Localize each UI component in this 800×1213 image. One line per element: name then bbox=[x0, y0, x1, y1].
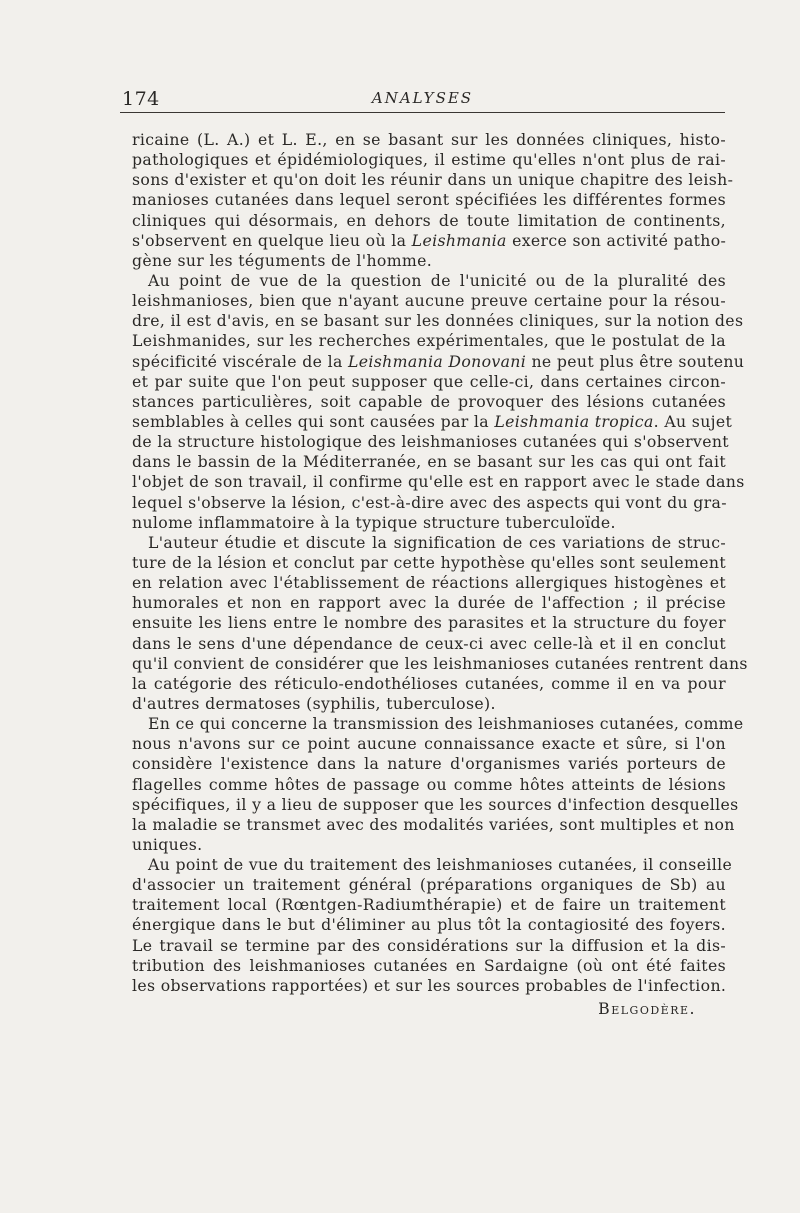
text-line: Au point de vue du traitement des leishmanioses cutanées, il conseille bbox=[148, 855, 733, 875]
text-line: la maladie se transmet avec des modalités variées, sont multiples et non bbox=[132, 814, 735, 834]
text-line: énergique dans le but d'éliminer au plus tôt la contagiosité des foyers. bbox=[132, 915, 726, 935]
text-line: d'autres dermatoses (syphilis, tuberculose). bbox=[132, 693, 496, 713]
text-line: s'observent en quelque lieu où la Leishmania exerce son activité patho- bbox=[132, 230, 727, 250]
text-line: traitement local (Rœntgen-Radiumthérapie) et de faire un traitement bbox=[132, 895, 726, 915]
text-line: L'auteur étudie et discute la signification de ces variations de struc- bbox=[148, 532, 726, 552]
text-line: spécifiques, il y a lieu de supposer que les sources d'infection desquelles bbox=[132, 794, 739, 814]
text-line: manioses cutanées dans lequel seront spécifiées les différentes formes bbox=[132, 190, 726, 210]
text-line: les observations rapportées) et sur les sources probables de l'infection. bbox=[132, 975, 727, 995]
article-body bbox=[132, 130, 748, 1019]
text-line: uniques. bbox=[132, 834, 203, 854]
text-line: ture de la lésion et conclut par cette hypothèse qu'elles sont seulement bbox=[132, 552, 726, 572]
text-line: en relation avec l'établissement de réactions allergiques histogènes et bbox=[132, 573, 726, 593]
text-line: et par suite que l'on peut supposer que celle-ci, dans certaines circon- bbox=[132, 371, 726, 391]
text-line: tribution des leishmanioses cutanées en Sardaigne (où ont été faites bbox=[132, 955, 726, 975]
text-line: sons d'exister et qu'on doit les réunir dans un unique chapitre des leish- bbox=[132, 170, 734, 190]
text-line: En ce qui concerne la transmission des leishmanioses cutanées, comme bbox=[148, 714, 744, 734]
text-line: cliniques qui désormais, en dehors de toute limitation de continents, bbox=[132, 210, 726, 230]
text-line: humorales et non en rapport avec la durée de l'affection ; il précise bbox=[132, 593, 726, 613]
page-number: 174 bbox=[122, 88, 160, 110]
text-line: leishmanioses, bien que n'ayant aucune preuve certaine pour la résou- bbox=[132, 291, 726, 311]
text-line: considère l'existence dans la nature d'organismes variés porteurs de bbox=[132, 754, 726, 774]
text-line: Le travail se termine par des considérations sur la diffusion et la dis- bbox=[132, 935, 726, 955]
text-line: pathologiques et épidémiologiques, il estime qu'elles n'ont plus de rai- bbox=[132, 150, 726, 170]
text-line: nulome inflammatoire à la typique structure tuberculoïde. bbox=[132, 512, 616, 532]
text-line: dans le sens d'une dépendance de ceux-ci avec celle-là et il en conclut bbox=[132, 633, 726, 653]
text-line: de la structure histologique des leishmanioses cutanées qui s'observent bbox=[132, 432, 729, 452]
text-line: Au point de vue de la question de l'unicité ou de la pluralité des bbox=[148, 270, 726, 290]
text-line: lequel s'observe la lésion, c'est-à-dire avec des aspects qui vont du gra- bbox=[132, 492, 727, 512]
text-line: ricaine (L. A.) et L. E., en se basant sur les données cliniques, histo- bbox=[132, 130, 726, 149]
text-line: stances particulières, soit capable de provoquer des lésions cutanées bbox=[132, 391, 726, 411]
text-line: nous n'avons sur ce point aucune connaissance exacte et sûre, si l'on bbox=[132, 734, 726, 754]
author-signature: Belgodère. bbox=[598, 999, 696, 1019]
text-line: spécificité viscérale de la Leishmania Donovani ne peut plus être soutenu bbox=[132, 351, 745, 371]
text-line: ensuite les liens entre le nombre des parasites et la structure du foyer bbox=[132, 613, 726, 633]
text-line: dans le bassin de la Méditerranée, en se basant sur les cas qui ont fait bbox=[132, 452, 726, 472]
text-line: gène sur les téguments de l'homme. bbox=[132, 250, 433, 270]
text-line: Leishmanides, sur les recherches expérimentales, que le postulat de la bbox=[132, 331, 726, 351]
text-line: d'associer un traitement général (préparations organiques de Sb) au bbox=[132, 875, 726, 895]
page-header bbox=[120, 86, 725, 113]
running-head: ANALYSES bbox=[371, 89, 474, 107]
text-line: la catégorie des réticulo-endothélioses cutanées, comme il en va pour bbox=[132, 673, 726, 693]
text-line: qu'il convient de considérer que les leishmanioses cutanées rentrent dans bbox=[132, 653, 748, 673]
text-line: l'objet de son travail, il confirme qu'elle est en rapport avec le stade dans bbox=[132, 472, 745, 492]
text-line: flagelles comme hôtes de passage ou comme hôtes atteints de lésions bbox=[132, 774, 726, 794]
text-line: semblables à celles qui sont causées par la Leishmania tropica. Au sujet bbox=[132, 411, 733, 431]
text-line: dre, il est d'avis, en se basant sur les données cliniques, sur la notion des bbox=[132, 311, 744, 331]
